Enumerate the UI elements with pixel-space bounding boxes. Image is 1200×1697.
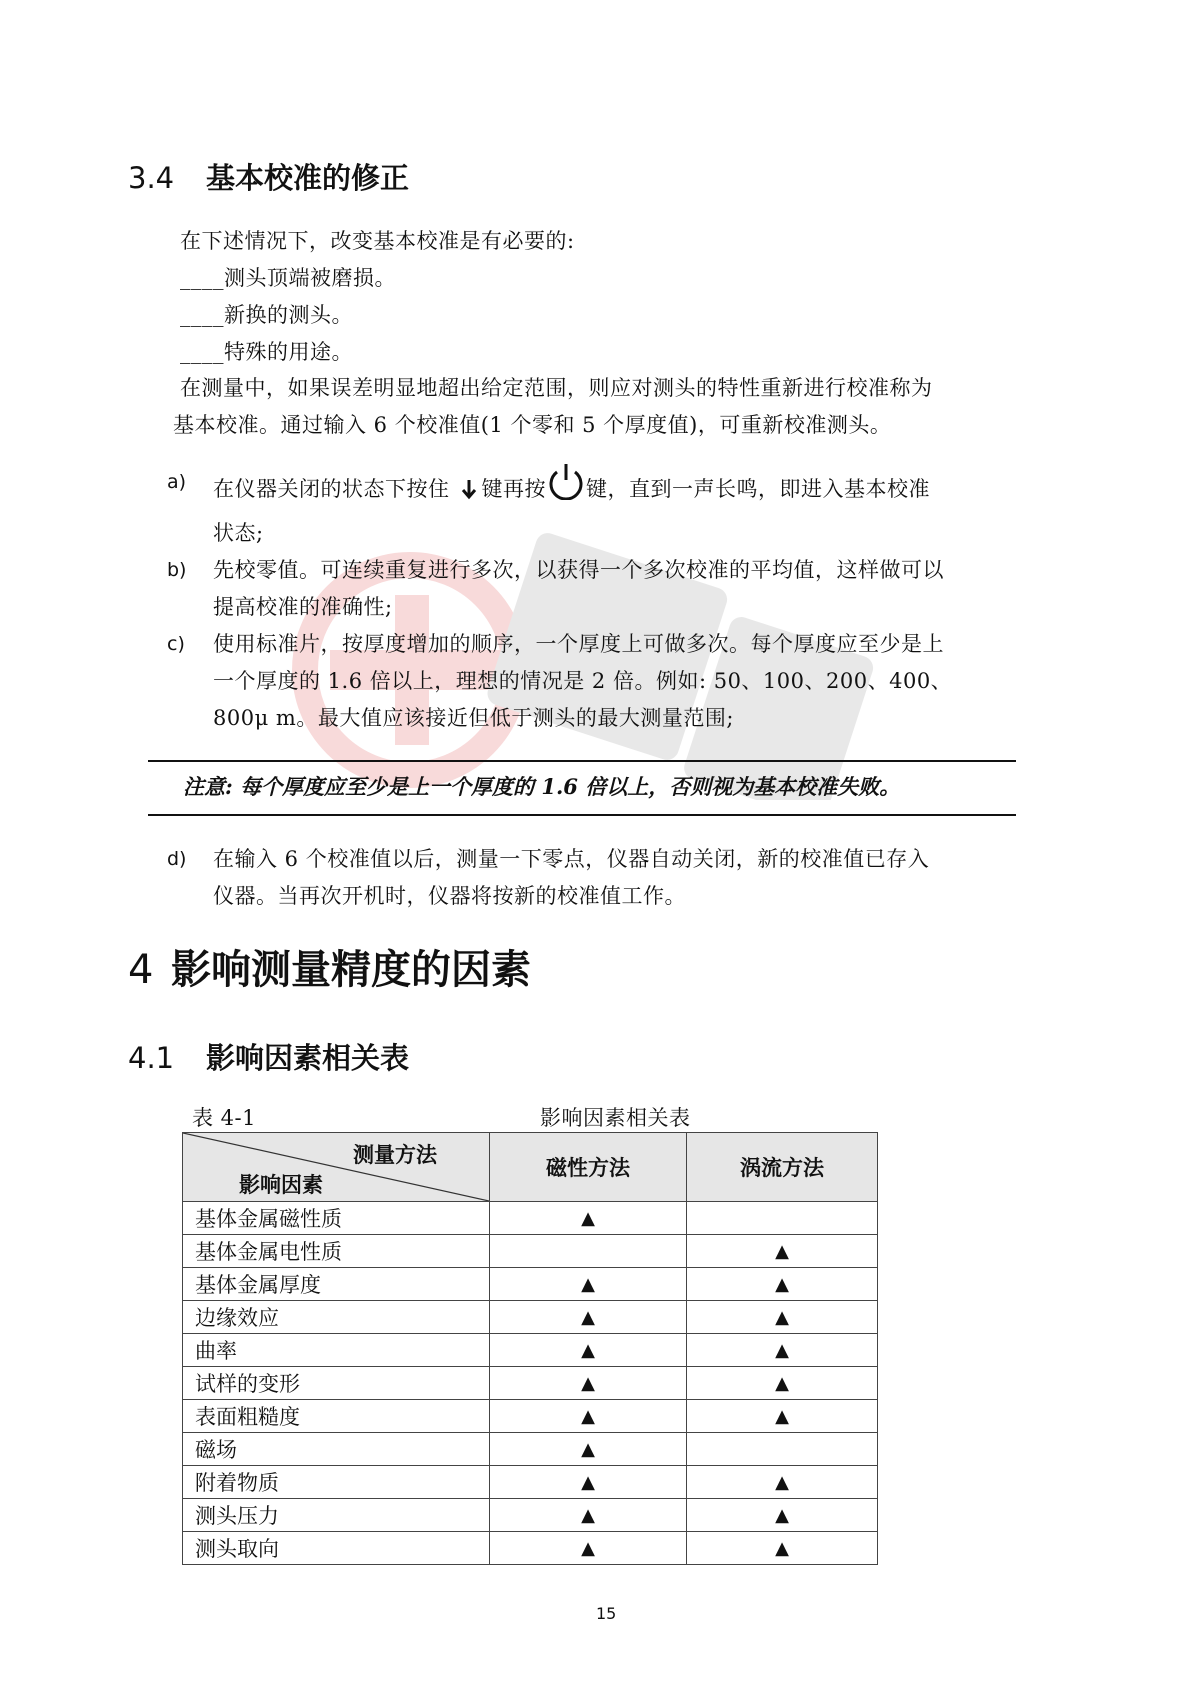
magnetic-cell: ▲ (490, 1499, 687, 1532)
magnetic-cell: ▲ (490, 1400, 687, 1433)
step-c-line2: 一个厚度的 1.6 倍以上，理想的情况是 2 倍。例如: 50、100、200、400、 (213, 669, 953, 693)
eddy-cell: ▲ (687, 1334, 878, 1367)
magnetic-cell: ▲ (490, 1202, 687, 1235)
magnetic-cell (490, 1235, 687, 1268)
diagonal-header-cell (183, 1133, 490, 1202)
diagonal-line (183, 1133, 489, 1201)
magnetic-cell: ▲ (490, 1433, 687, 1466)
section-title: 基本校准的修正 (206, 161, 410, 195)
table-row (183, 1400, 878, 1433)
case-item: ____新换的测头。 (180, 303, 353, 327)
case-item: ____测头顶端被磨损。 (180, 266, 396, 290)
paragraph-line: 基本校准。通过输入 6 个校准值(1 个零和 5 个厚度值)，可重新校准测头。 (173, 413, 892, 437)
column-header-eddy: 涡流方法 (687, 1133, 878, 1202)
table-row (183, 1466, 878, 1499)
eddy-cell: ▲ (687, 1466, 878, 1499)
section-heading (128, 156, 409, 197)
section-number: 4.1 (128, 1041, 175, 1075)
step-c-line1: 使用标准片，按厚度增加的顺序，一个厚度上可做多次。每个厚度应至少是上 (213, 632, 944, 656)
factor-cell: 附着物质 (183, 1466, 490, 1499)
intro-text: 在下述情况下，改变基本校准是有必要的: (180, 229, 575, 253)
factors-table (182, 1132, 878, 1565)
note-bottom-rule (148, 814, 1016, 816)
header-method: 测量方法 (353, 1143, 437, 1167)
step-label: a) (167, 471, 187, 493)
step-a-line2: 状态; (213, 521, 264, 545)
page-number: 15 (596, 1604, 617, 1623)
step-b-line1: 先校零值。可连续重复进行多次，以获得一个多次校准的平均值，这样做可以 (213, 558, 944, 582)
table-row (183, 1301, 878, 1334)
eddy-cell: ▲ (687, 1499, 878, 1532)
power-icon (546, 464, 586, 512)
magnetic-cell: ▲ (490, 1466, 687, 1499)
step-label: c) (167, 633, 185, 655)
chapter-title: 影响测量精度的因素 (171, 947, 531, 993)
step-label: d) (167, 848, 187, 870)
factor-cell: 试样的变形 (183, 1367, 490, 1400)
step-d-line1: 在输入 6 个校准值以后，测量一下零点，仪器自动关闭，新的校准值已存入 (213, 847, 930, 871)
step-a-text-after: 键，直到一声长鸣，即进入基本校准 (586, 477, 930, 501)
note-top-rule (148, 760, 1016, 762)
table-row (183, 1532, 878, 1565)
eddy-cell: ▲ (687, 1400, 878, 1433)
table-caption: 影响因素相关表 (540, 1106, 691, 1130)
eddy-cell: ▲ (687, 1367, 878, 1400)
factor-cell: 曲率 (183, 1334, 490, 1367)
eddy-cell (687, 1433, 878, 1466)
eddy-cell (687, 1202, 878, 1235)
step-label: b) (167, 559, 187, 581)
step-a-line (213, 464, 930, 512)
factor-cell: 基体金属磁性质 (183, 1202, 490, 1235)
down-arrow-icon (460, 475, 478, 512)
eddy-cell: ▲ (687, 1235, 878, 1268)
table-row (183, 1268, 878, 1301)
table-row (183, 1202, 878, 1235)
table-row (183, 1334, 878, 1367)
step-a-text-middle: 键再按 (481, 477, 546, 501)
eddy-cell: ▲ (687, 1532, 878, 1565)
paragraph-line: 在测量中，如果误差明显地超出给定范围，则应对测头的特性重新进行校准称为 (180, 376, 933, 400)
factor-cell: 测头取向 (183, 1532, 490, 1565)
table-row (183, 1367, 878, 1400)
eddy-cell: ▲ (687, 1301, 878, 1334)
magnetic-cell: ▲ (490, 1532, 687, 1565)
magnetic-cell: ▲ (490, 1268, 687, 1301)
table-row (183, 1433, 878, 1466)
factor-cell: 磁场 (183, 1433, 490, 1466)
section-number: 3.4 (128, 161, 175, 195)
table-row (183, 1499, 878, 1532)
factor-cell: 测头压力 (183, 1499, 490, 1532)
eddy-cell: ▲ (687, 1268, 878, 1301)
step-c-line3: 800μ m。最大值应该接近但低于测头的最大测量范围; (213, 706, 734, 730)
magnetic-cell: ▲ (490, 1334, 687, 1367)
factor-cell: 边缘效应 (183, 1301, 490, 1334)
section-heading (128, 1036, 409, 1077)
step-b-line2: 提高校准的准确性; (213, 595, 393, 619)
step-d-line2: 仪器。当再次开机时，仪器将按新的校准值工作。 (213, 884, 686, 908)
magnetic-cell: ▲ (490, 1367, 687, 1400)
chapter-number: 4 (128, 947, 154, 993)
case-item: ____特殊的用途。 (180, 340, 353, 364)
factor-cell: 基体金属电性质 (183, 1235, 490, 1268)
factor-cell: 表面粗糙度 (183, 1400, 490, 1433)
header-factor: 影响因素 (239, 1173, 323, 1197)
magnetic-cell: ▲ (490, 1301, 687, 1334)
section-title: 影响因素相关表 (206, 1041, 410, 1075)
chapter-heading (128, 938, 531, 995)
table-label: 表 4-1 (192, 1106, 256, 1130)
factor-cell: 基体金属厚度 (183, 1268, 490, 1301)
column-header-magnetic: 磁性方法 (490, 1133, 687, 1202)
step-a-text-before: 在仪器关闭的状态下按住 (213, 477, 450, 501)
table-row (183, 1235, 878, 1268)
note-text: 注意: 每个厚度应至少是上一个厚度的 1.6 倍以上，否则视为基本校准失败。 (183, 774, 901, 799)
